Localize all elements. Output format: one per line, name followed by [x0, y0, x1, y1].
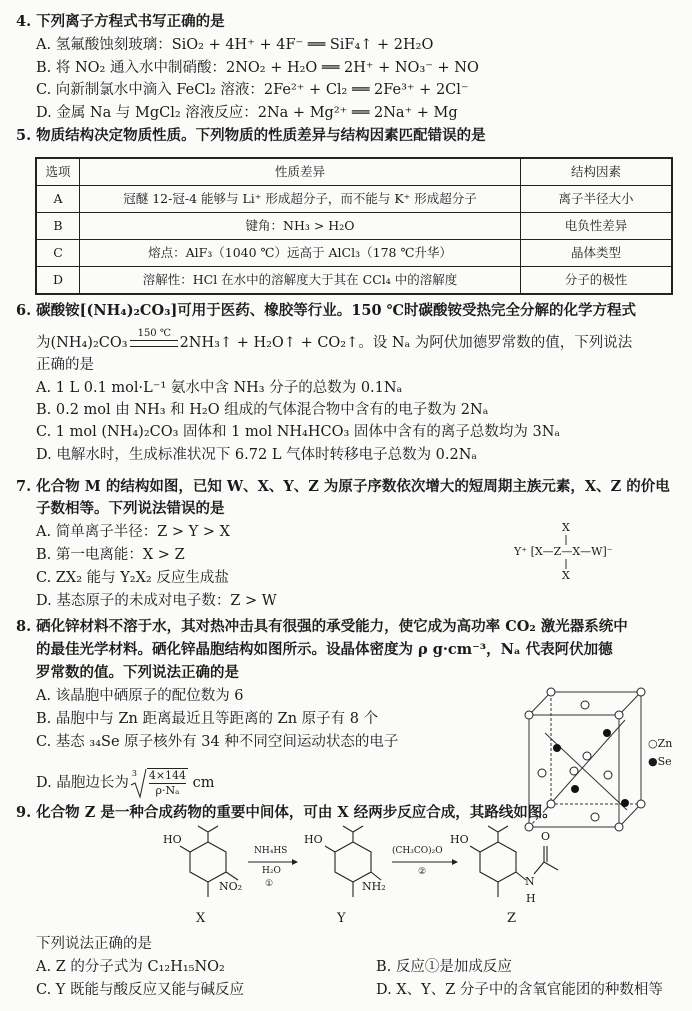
cell: D [36, 267, 80, 295]
structure-x-bottom: X [562, 569, 570, 582]
q6-option-b: B. 0.2 mol 由 NH₃ 和 H₂O 组成的气体混合物中含有的电子数为 2Nₐ [36, 402, 489, 418]
solvent-1: H₂O [262, 866, 281, 876]
q6-option-c: C. 1 mol (NH₄)₂CO₃ 固体和 1 mol NH₄HCO₃ 固体中含有的离子总数均为 3Nₐ [36, 424, 561, 440]
reagent-2: (CH₃CO)₂O [392, 846, 443, 856]
denominator: ρ·Nₐ [155, 784, 180, 797]
cell: A [36, 186, 80, 213]
q6-option-d: D. 电解水时，生成标准状况下 6.72 L 气体时转移电子总数为 0.2Nₐ [36, 447, 478, 463]
z-carbonyl-o: O [541, 830, 551, 843]
q8-option-b: B. 晶胞中与 Zn 距离最近且等距离的 Zn 原子有 8 个 [36, 711, 379, 727]
cell: C [36, 240, 80, 267]
cell: 电负性差异 [521, 213, 673, 240]
compound-y-label: Y [337, 911, 346, 926]
numerator: 4×144 [148, 769, 187, 782]
q4-option-c: C. 向新制氯水中滴入 FeCl₂ 溶液：2Fe²⁺ + Cl₂ ══ 2Fe³⁺ + 2Cl⁻ [36, 82, 469, 98]
cell: 键角：NH₃ > H₂O [80, 213, 521, 240]
q8-option-c: C. 基态 ₃₄Se 原子核外有 34 种不同空间运动状态的电子 [36, 734, 399, 750]
question-6-stem: 6. 碳酸铵[(NH₄)₂CO₃]可用于医药、橡胶等行业。150 ℃时碳酸铵受热完全分解的化学方程式 [16, 302, 636, 319]
q4-option-a: A. 氢氟酸蚀刻玻璃：SiO₂ + 4H⁺ + 4F⁻ ══ SiF₄↑ + 2H₂O [36, 37, 434, 53]
cell: 晶体类型 [521, 240, 673, 267]
cell: B [36, 213, 80, 240]
header-structure: 结构因素 [521, 158, 673, 186]
q7-option-c: C. ZX₂ 能与 Y₂X₂ 反应生成盐 [36, 570, 229, 586]
legend-zn: ○Zn [648, 737, 673, 750]
z-amide-n: N [525, 875, 535, 888]
cell: 冠醚 12-冠-4 能够与 Li⁺ 形成超分子，而不能与 K⁺ 形成超分子 [80, 186, 521, 213]
q6-reactant: 为(NH₄)₂CO₃ [36, 335, 128, 351]
question-5-stem: 5. 物质结构决定物质性质。下列物质的性质差异与结构因素匹配错误的是 [16, 127, 486, 144]
q8-stem-2: 的最佳光学材料。硒化锌晶胞结构如图所示。设晶体密度为 ρ g·cm⁻³，Nₐ 代表阿伏加德 [36, 641, 613, 658]
legend-se: ●Se [648, 755, 672, 768]
q8-stem-3: 罗常数的值。下列说法正确的是 [36, 664, 239, 681]
compound-z-label: Z [507, 911, 517, 926]
cell: 溶解性：HCl 在水中的溶解度大于其在 CCl₄ 中的溶解度 [80, 267, 521, 295]
cell: 离子半径大小 [521, 186, 673, 213]
q7-option-b: B. 第一电离能：X > Z [36, 547, 185, 563]
q8-d-prefix: D. 晶胞边长为 [36, 775, 129, 791]
q6-option-a: A. 1 L 0.1 mol·L⁻¹ 氨水中含 NH₃ 分子的总数为 0.1Nₐ [36, 380, 403, 396]
q8-option-a: A. 该晶胞中硒原子的配位数为 6 [36, 688, 244, 704]
question-9-stem: 9. 化合物 Z 是一种合成药物的重要中间体，可由 X 经两步反应合成，其路线如图。 [16, 804, 557, 821]
q7-stem-end: 子数相等。下列说法错误的是 [36, 500, 225, 517]
root-index: 3 [131, 769, 137, 778]
q4-option-b: B. 将 NO₂ 通入水中制硝酸：2NO₂ + H₂O ══ 2H⁺ + NO₃⁻ + NO [36, 60, 479, 76]
unit: cm [192, 775, 215, 791]
cell: 熔点：AlF₃（1040 ℃）远高于 AlCl₃（178 ℃升华） [80, 240, 521, 267]
q7-option-a: A. 简单离子半径：Z > Y > X [36, 524, 230, 540]
cell: 分子的极性 [521, 267, 673, 295]
structure-main-chain: Y⁺ [X—Z—X—W]⁻ [514, 545, 613, 558]
reagent-1: NH₄HS [254, 846, 288, 856]
question-8-stem: 8. 硒化锌材料不溶于水，其对热冲击具有很强的承受能力，使它成为高功率 CO₂ 激光器系统中 [16, 618, 628, 635]
q7-option-d: D. 基态原子的未成对电子数：Z > W [36, 593, 277, 609]
q6-stem-end: 正确的是 [36, 357, 94, 373]
q9-option-b: B. 反应①是加成反应 [376, 959, 512, 975]
q9-option-c: C. Y 既能与酸反应又能与碱反应 [36, 982, 244, 998]
q6-products: 2NH₃↑ + H₂O↑ + CO₂↑。设 Nₐ 为阿伏加德罗常数的值，下列说法 [179, 335, 633, 351]
q9-option-d: D. X、Y、Z 分子中的含氧官能团的种数相等 [376, 982, 663, 998]
question-7-stem: 7. 化合物 M 的结构如图，已知 W、X、Y、Z 为原子序数依次增大的短周期主族元素，X、Z 的价电 [16, 478, 670, 495]
question-4-stem: 4. 下列离子方程式书写正确的是 [16, 13, 225, 30]
reaction-condition: 150 ℃ [137, 327, 172, 339]
header-property: 性质差异 [80, 158, 521, 186]
q9-option-a: A. Z 的分子式为 C₁₂H₁₅NO₂ [36, 959, 225, 975]
y-amino: NH₂ [362, 880, 386, 893]
step-1-label: ① [265, 879, 274, 889]
x-nitro: NO₂ [219, 880, 243, 893]
z-amide-h: H [526, 892, 536, 905]
q9-prompt: 下列说法正确的是 [36, 936, 152, 952]
step-2-label: ② [418, 867, 427, 877]
z-hydroxyl: HO [450, 833, 469, 846]
q4-option-d: D. 金属 Na 与 MgCl₂ 溶液反应：2Na + Mg²⁺ ══ 2Na⁺ + Mg [36, 105, 458, 121]
x-hydroxyl: HO [163, 833, 182, 846]
y-hydroxyl: HO [304, 833, 323, 846]
compound-x-label: X [196, 911, 206, 926]
header-option: 选项 [36, 158, 80, 186]
structure-x-top: X [562, 521, 570, 534]
